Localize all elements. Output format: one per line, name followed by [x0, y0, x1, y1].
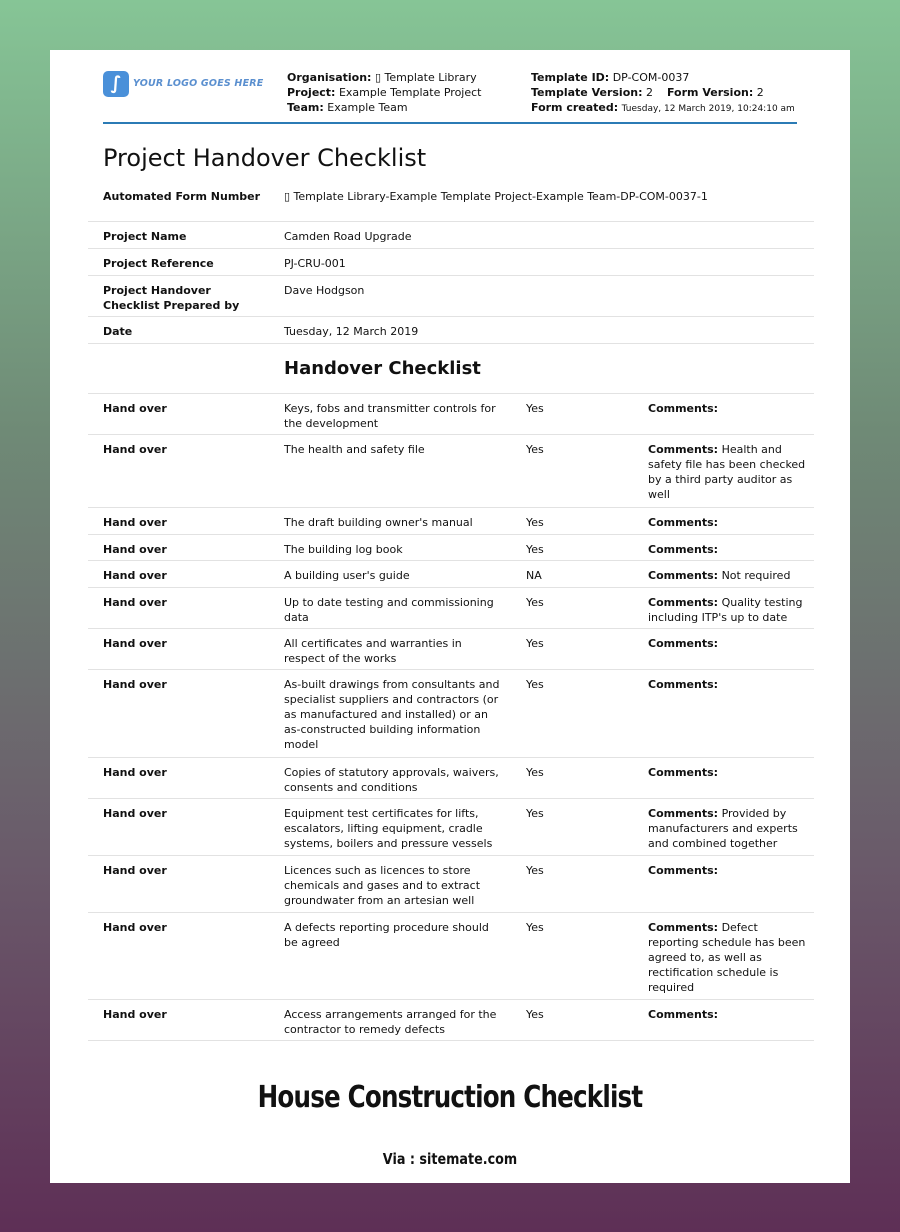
- detail-row: [88, 182, 814, 222]
- template-id-value: DP-COM-0037: [612, 71, 690, 84]
- checklist-status: Yes: [526, 637, 544, 650]
- form-created-label: Form created:: [531, 101, 619, 114]
- comments-label: Comments:: [648, 678, 719, 691]
- checklist-status: Yes: [526, 516, 544, 529]
- checklist-comment: [648, 863, 808, 878]
- checklist-item: The draft building owner's manual: [284, 516, 473, 529]
- detail-label: Project Reference: [103, 257, 214, 270]
- template-version-label: Template Version:: [531, 86, 643, 99]
- comments-label: Comments:: [648, 516, 719, 529]
- checklist-status: Yes: [526, 921, 544, 934]
- checklist-item: The building log book: [284, 543, 403, 556]
- checklist-row: [88, 508, 814, 535]
- form-version-label: Form Version:: [666, 86, 754, 99]
- checklist-item: Access arrangements arranged for the contractor to remedy defects: [284, 1008, 497, 1036]
- comment-text: Health and safety file has been checked by a third party auditor as well: [648, 443, 806, 501]
- checklist-comment: [648, 636, 808, 651]
- checklist-row: [88, 561, 814, 588]
- comments-label: Comments:: [648, 766, 719, 779]
- checklist-row: [88, 394, 814, 435]
- comment-text: Quality testing including ITP's up to date: [648, 596, 803, 624]
- checklist-type: Hand over: [103, 443, 167, 456]
- checklist-item: All certificates and warranties in respect of the works: [284, 637, 462, 665]
- form-meta-right: [531, 70, 795, 117]
- caption-title: House Construction Checklist: [257, 1080, 643, 1115]
- comments-label: Comments:: [648, 443, 719, 456]
- detail-label: Date: [103, 325, 133, 338]
- team-value: Example Team: [327, 101, 408, 114]
- checklist-comment: [648, 1007, 808, 1022]
- checklist-row: [88, 670, 814, 758]
- checklist-type: Hand over: [103, 543, 167, 556]
- comment-text: Not required: [721, 569, 791, 582]
- checklist-type: Hand over: [103, 864, 167, 877]
- checklist-comment: [648, 677, 808, 692]
- section-heading-row: [88, 344, 814, 394]
- checklist-type: Hand over: [103, 637, 167, 650]
- checklist-comment: [648, 595, 808, 625]
- logo-icon: ∫: [103, 71, 129, 97]
- checklist-type: Hand over: [103, 921, 167, 934]
- checklist-item: The health and safety file: [284, 443, 425, 456]
- checklist-type: Hand over: [103, 766, 167, 779]
- detail-label: Project Name: [103, 230, 187, 243]
- form-header: [103, 68, 797, 124]
- comments-label: Comments:: [648, 1008, 719, 1021]
- checklist-comment: [648, 442, 808, 502]
- checklist-comment: [648, 806, 808, 851]
- detail-value: Tuesday, 12 March 2019: [284, 325, 419, 338]
- checklist-row: [88, 435, 814, 508]
- form-version-value: 2: [756, 86, 764, 99]
- checklist-row: [88, 535, 814, 561]
- checklist-status: Yes: [526, 402, 544, 415]
- checklist-comment: [648, 920, 808, 995]
- organisation-label: Organisation:: [287, 71, 372, 84]
- checklist-item: As-built drawings from consultants and specialist suppliers and contractors (or as manufactured and installed) or an as-constructed building information model: [284, 678, 500, 751]
- checklist-row: [88, 856, 814, 913]
- checklist-type: Hand over: [103, 1008, 167, 1021]
- checklist-item: Up to date testing and commissioning data: [284, 596, 494, 624]
- detail-row: [88, 317, 814, 344]
- checklist-item: Copies of statutory approvals, waivers, consents and conditions: [284, 766, 499, 794]
- detail-label: Project Handover Checklist Prepared by: [103, 284, 240, 312]
- checklist-status: Yes: [526, 766, 544, 779]
- form-rows: [88, 182, 814, 1041]
- checklist-type: Hand over: [103, 569, 167, 582]
- checklist-status: Yes: [526, 678, 544, 691]
- checklist-status: NA: [526, 569, 542, 582]
- checklist-row: [88, 913, 814, 1000]
- checklist-item: A defects reporting procedure should be agreed: [284, 921, 489, 949]
- checklist-status: Yes: [526, 443, 544, 456]
- form-created-value: Tuesday, 12 March 2019, 10:24:10 am: [621, 104, 795, 114]
- checklist-comment: [648, 401, 808, 416]
- checklist-row: [88, 1000, 814, 1041]
- page-title: Project Handover Checklist: [103, 144, 427, 172]
- detail-value: Camden Road Upgrade: [284, 230, 412, 243]
- comment-text: Defect reporting schedule has been agreed to, as well as rectification schedule is required: [648, 921, 806, 994]
- project-label: Project:: [287, 86, 336, 99]
- comments-label: Comments:: [648, 807, 719, 820]
- section-title: Handover Checklist: [284, 358, 481, 379]
- detail-value: Dave Hodgson: [284, 284, 365, 297]
- checklist-row: [88, 799, 814, 856]
- detail-value: PJ-CRU-001: [284, 257, 346, 270]
- checklist-type: Hand over: [103, 402, 167, 415]
- checklist-item: A building user's guide: [284, 569, 410, 582]
- checklist-row: [88, 588, 814, 629]
- checklist-status: Yes: [526, 596, 544, 609]
- document-page: [50, 50, 850, 1183]
- detail-row: [88, 249, 814, 276]
- comments-label: Comments:: [648, 402, 719, 415]
- checklist-type: Hand over: [103, 516, 167, 529]
- checklist-item: Equipment test certificates for lifts, escalators, lifting equipment, cradle systems, boilers and pressure vessels: [284, 807, 493, 850]
- comments-label: Comments:: [648, 637, 719, 650]
- comments-label: Comments:: [648, 864, 719, 877]
- template-version-value: 2: [645, 86, 653, 99]
- checklist-type: Hand over: [103, 678, 167, 691]
- checklist-comment: [648, 542, 808, 557]
- checklist-status: Yes: [526, 1008, 544, 1021]
- template-id-label: Template ID:: [531, 71, 610, 84]
- comments-label: Comments:: [648, 569, 719, 582]
- checklist-comment: [648, 515, 808, 530]
- checklist-item: Licences such as licences to store chemicals and gases and to extract groundwater from an artesian well: [284, 864, 481, 907]
- caption-source: Via : sitemate.com: [382, 1150, 518, 1168]
- checklist-comment: [648, 568, 808, 583]
- team-label: Team:: [287, 101, 324, 114]
- checklist-type: Hand over: [103, 596, 167, 609]
- detail-row: [88, 276, 814, 317]
- checklist-status: Yes: [526, 807, 544, 820]
- detail-value: ▯ Template Library-Example Template Project-Example Team-DP-COM-0037-1: [284, 190, 708, 203]
- checklist-status: Yes: [526, 864, 544, 877]
- form-meta-left: [287, 70, 482, 115]
- comment-text: Provided by manufacturers and experts and combined together: [648, 807, 798, 850]
- checklist-item: Keys, fobs and transmitter controls for the development: [284, 402, 496, 430]
- comments-label: Comments:: [648, 596, 719, 609]
- organisation-value: ▯ Template Library: [374, 71, 477, 84]
- detail-label: Automated Form Number: [103, 190, 261, 203]
- company-logo: [103, 71, 263, 101]
- project-value: Example Template Project: [338, 86, 482, 99]
- comments-label: Comments:: [648, 543, 719, 556]
- checklist-type: Hand over: [103, 807, 167, 820]
- detail-row: [88, 222, 814, 249]
- checklist-comment: [648, 765, 808, 780]
- logo-text: YOUR LOGO GOES HERE: [133, 78, 264, 89]
- checklist-row: [88, 758, 814, 799]
- checklist-status: Yes: [526, 543, 544, 556]
- checklist-row: [88, 629, 814, 670]
- comments-label: Comments:: [648, 921, 719, 934]
